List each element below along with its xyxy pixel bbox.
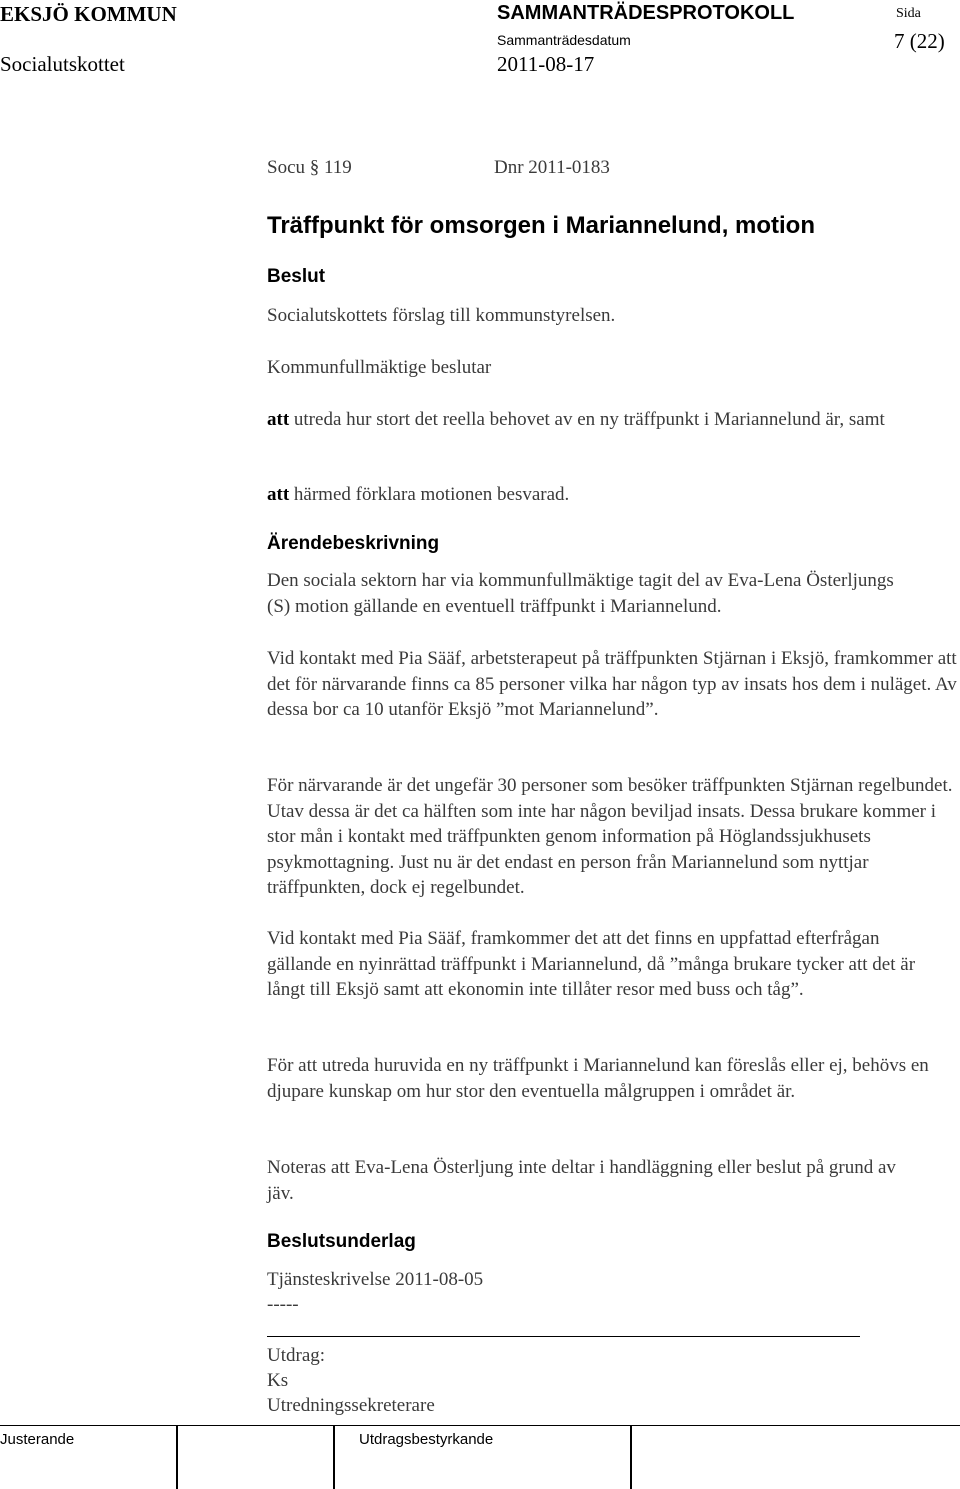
arende-paragraph-5: För att utreda huruvida en ny träffpunkt i Mariannelund kan föreslås eller ej, behövs en djupare kunskap om hur stor den eventuella målgruppen i området är. xyxy=(267,1055,929,1102)
utdrag-divider xyxy=(267,1336,860,1337)
arende-paragraph-1: Den sociala sektorn har via kommunfullmäktige tagit del av Eva-Lena Österljungs (S) motion gällande en eventuell träffpunkt i Mariannelund. xyxy=(267,570,894,617)
diary-number: Dnr 2011-0183 xyxy=(494,157,610,178)
page-label: Sida xyxy=(896,6,921,21)
case-title: Träffpunkt för omsorgen i Mariannelund, motion xyxy=(267,212,816,239)
utdragsbestyrkande-label: Utdragsbestyrkande xyxy=(359,1431,494,1448)
meeting-date: 2011-08-17 xyxy=(497,52,595,76)
signature-box-divider xyxy=(630,1425,632,1489)
beslut-line-2: Kommunfullmäktige beslutar xyxy=(267,357,492,378)
arende-paragraph-2: Vid kontakt med Pia Sääf, arbetsterapeut på träffpunkten Stjärnan i Eksjö, framkommer att det för närvarande finns ca 85 personer vilka har någon typ av insats hos dem i nuläget. Av dessa bor ca 10 utanför Eksjö ”mot Mariannelund”. xyxy=(267,648,957,720)
att-text: härmed förklara motionen besvarad. xyxy=(289,484,570,505)
meeting-date-label: Sammanträdesdatum xyxy=(497,32,631,48)
signature-box-divider xyxy=(333,1425,335,1489)
protocol-title: SAMMANTRÄDESPROTOKOLL xyxy=(497,2,795,24)
beslutsunderlag-heading: Beslutsunderlag xyxy=(267,1231,416,1252)
beslut-heading: Beslut xyxy=(267,266,326,287)
separator-dashes: ----- xyxy=(267,1294,299,1315)
att-lead: att xyxy=(267,484,290,505)
signature-box-divider xyxy=(176,1425,178,1489)
page-number: 7 (22) xyxy=(894,29,945,53)
att-clause-1 xyxy=(267,407,947,433)
utdrag-label: Utdrag: xyxy=(267,1345,326,1366)
arende-paragraph-6: Noteras att Eva-Lena Österljung inte deltar i handläggning eller beslut på grund av jäv. xyxy=(267,1157,896,1204)
beslutsunderlag-item: Tjänsteskrivelse 2011-08-05 xyxy=(267,1269,484,1290)
utdrag-recipient: Ks xyxy=(267,1370,289,1391)
justerande-label: Justerande xyxy=(0,1431,75,1448)
footer-rule xyxy=(0,1425,960,1426)
att-text: utreda hur stort det reella behovet av en ny träffpunkt i Mariannelund är, samt xyxy=(289,409,885,430)
municipality-name: EKSJÖ KOMMUN xyxy=(0,2,177,26)
arende-paragraph-4: Vid kontakt med Pia Sääf, framkommer det att det finns en uppfattad efterfrågan gällande en nyinrättad träffpunkt i Mariannelund, då ”många brukare tycker att det är långt till Eksjö samt att ekonomin inte tillåter resor med buss och tåg”. xyxy=(267,928,916,1000)
utdrag-recipient: Utredningssekreterare xyxy=(267,1395,435,1416)
arende-paragraph-3: För närvarande är det ungefär 30 personer som besöker träffpunkten Stjärnan regelbundet. Utav dessa är det ca hälften som inte har någon beviljad insats. Dessa brukare kommer i stor mån i kontakt med träffpunkten genom information på Höglandssjukhusets psykmottagning. Just nu är det endast en person från Mariannelund som nyttjar träffpunkten, dock ej regelbundet. xyxy=(267,775,953,898)
arende-heading: Ärendebeskrivning xyxy=(267,533,440,554)
beslut-line-1: Socialutskottets förslag till kommunstyrelsen. xyxy=(267,305,616,326)
paragraph-reference: Socu § 119 xyxy=(267,157,352,178)
att-clause-2 xyxy=(267,482,957,508)
att-lead: att xyxy=(267,409,290,430)
department-name: Socialutskottet xyxy=(0,52,125,76)
